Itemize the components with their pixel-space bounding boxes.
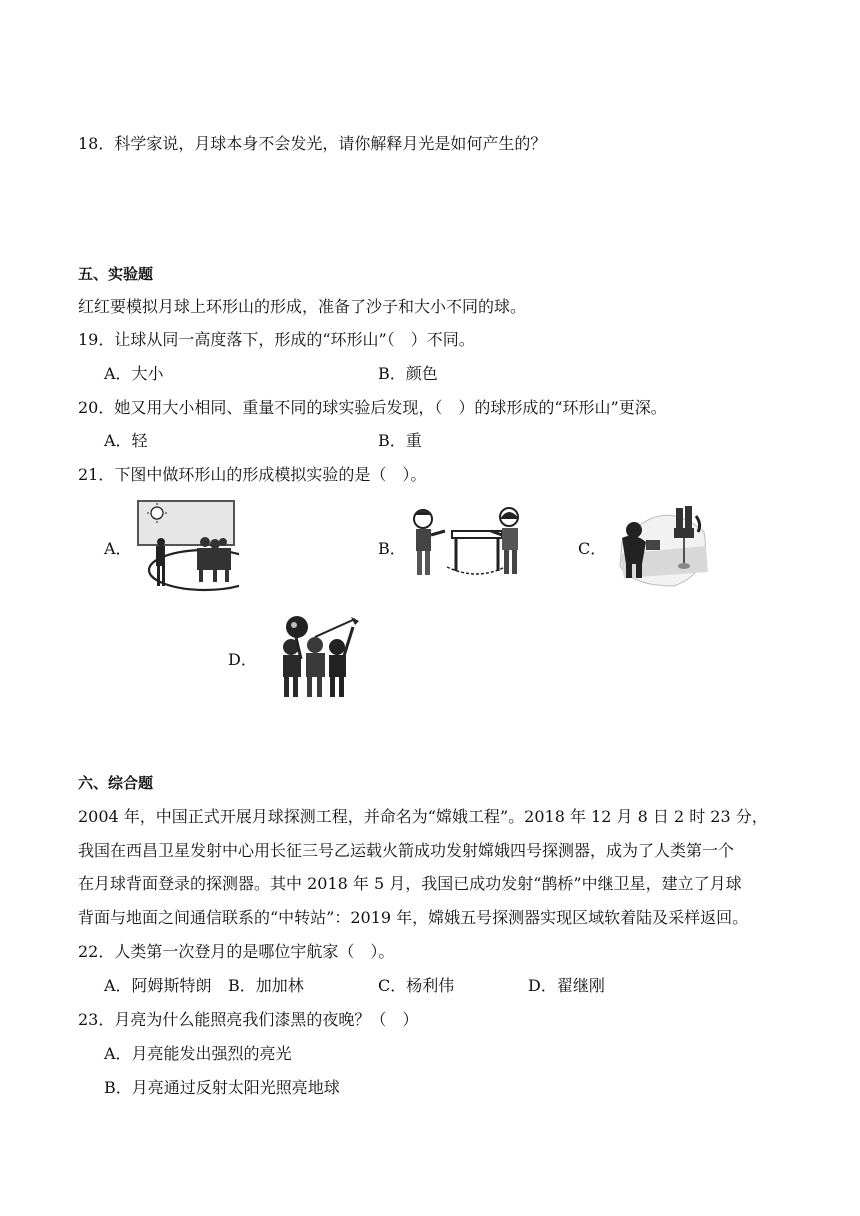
q20-option-b[interactable]: B．重 <box>378 431 422 450</box>
passage-line: 背面与地面之间通信联系的“中转站”：2019 年，嫦娥五号探测器实现区域软着陆及采样返回。 <box>78 908 749 927</box>
q22-option-b[interactable]: B．加加林 <box>228 976 304 995</box>
q21-option-c-illustration[interactable] <box>612 502 712 588</box>
q23-option-b[interactable]: B．月亮通过反射太阳光照亮地球 <box>104 1078 340 1097</box>
question-18: 18．科学家说，月球本身不会发光，请你解释月光是如何产生的？ <box>78 134 547 153</box>
passage-line: 我国在西昌卫星发射中心用长征三号乙运载火箭成功发射嫦娥四号探测器，成为了人类第一个 <box>78 841 735 860</box>
section-5-title: 五、实验题 <box>78 265 154 283</box>
q22-option-c[interactable]: C．杨利伟 <box>378 976 455 995</box>
q23-option-a[interactable]: A．月亮能发出强烈的亮光 <box>104 1044 292 1063</box>
question-22: 22．人类第一次登月的是哪位宇航家（ ）。 <box>78 942 395 961</box>
q21-option-b[interactable]: B． <box>378 539 406 558</box>
q21-option-d-illustration[interactable] <box>275 615 363 699</box>
question-21: 21．下图中做环形山的形成模拟实验的是（ ）。 <box>78 465 427 484</box>
q21-option-d[interactable]: D． <box>228 650 257 669</box>
section-5-intro: 红红要模拟月球上环形山的形成，准备了沙子和大小不同的球。 <box>78 297 527 316</box>
q22-option-d[interactable]: D．翟继刚 <box>528 976 605 995</box>
q22-option-a[interactable]: A．阿姆斯特朗 <box>104 976 212 995</box>
q21-option-a-illustration[interactable] <box>133 498 239 596</box>
question-19: 19．让球从同一高度落下，形成的“环形山”（ ）不同。 <box>78 330 475 349</box>
question-23: 23．月亮为什么能照亮我们漆黑的夜晚？（ ） <box>78 1010 419 1029</box>
q20-option-a[interactable]: A．轻 <box>104 431 148 450</box>
q19-option-b[interactable]: B．颜色 <box>378 364 438 383</box>
question-20: 20．她又用大小相同、重量不同的球实验后发现，（ ）的球形成的“环形山”更深。 <box>78 398 667 417</box>
q21-option-c[interactable]: C． <box>578 539 607 558</box>
q19-option-a[interactable]: A．大小 <box>104 364 164 383</box>
passage-line: 2004 年，中国正式开展月球探测工程，并命名为“嫦娥工程”。2018 年 12 月 8 日 2 时 23 分， <box>78 807 768 826</box>
passage-line: 在月球背面登录的探测器。其中 2018 年 5 月，我国已成功发射“鹊桥”中继卫星，建立了月球 <box>78 874 742 893</box>
q21-option-a[interactable]: A． <box>104 539 132 558</box>
q21-option-b-illustration[interactable] <box>405 505 533 583</box>
section-6-title: 六、综合题 <box>78 774 154 792</box>
